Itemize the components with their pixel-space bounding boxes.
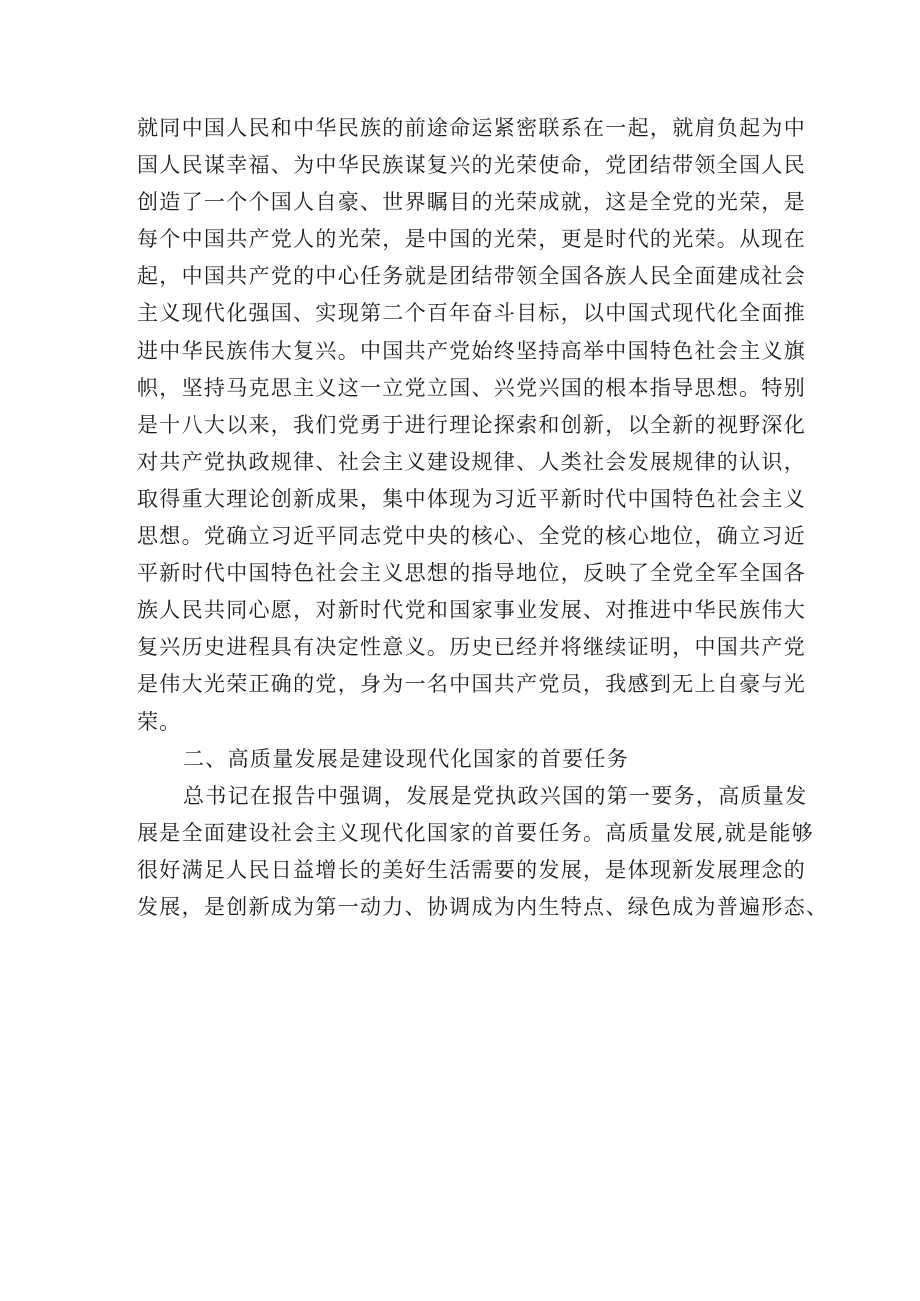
text-line: 创造了一个个国人自豪、世界瞩目的光荣成就，这是全党的光荣，是 xyxy=(137,190,806,215)
text-line: 就同中国人民和中华民族的前途命运紧密联系在一起，就肩负起为中 xyxy=(137,116,806,140)
text-line: 总书记在报告中强调，发展是党执政兴国的第一要务，高质量发 xyxy=(183,783,808,808)
paragraph-2 xyxy=(137,778,829,926)
text-line: 族人民共同心愿，对新时代党和国家事业发展、对推进中华民族伟大 xyxy=(137,598,806,623)
section-heading: 二、高质量发展是建设现代化国家的首要任务 xyxy=(183,746,629,771)
text-line: 复兴历史进程具有决定性意义。历史已经并将继续证明，中国共产党 xyxy=(137,635,806,660)
text-line: 荣。 xyxy=(137,709,182,734)
text-line: 取得重大理论创新成果，集中体现为习近平新时代中国特色社会主义 xyxy=(137,486,806,511)
text-line: 是十八大以来，我们党勇于进行理论探索和创新，以全新的视野深化 xyxy=(137,412,806,437)
text-line: 展是全面建设社会主义现代化国家的首要任务。高质量发展,就是能够 xyxy=(137,820,814,845)
text-line: 很好满足人民日益增长的美好生活需要的发展，是体现新发展理念的 xyxy=(137,857,806,882)
text-line: 发展，是创新成为第一动力、协调成为内生特点、绿色成为普遍形态、 xyxy=(137,894,829,919)
text-line: 是伟大光荣正确的党，身为一名中国共产党员，我感到无上自豪与光 xyxy=(137,672,806,697)
text-line: 思想。党确立习近平同志党中央的核心、全党的核心地位，确立习近 xyxy=(137,524,806,549)
document-body xyxy=(137,110,829,926)
text-line: 帜，坚持马克思主义这一立党立国、兴党兴国的根本指导思想。特别 xyxy=(137,375,806,400)
paragraph-1 xyxy=(137,110,806,741)
text-line: 进中华民族伟大复兴。中国共产党始终坚持高举中国特色社会主义旗 xyxy=(137,338,806,363)
text-line: 对共产党执政规律、社会主义建设规律、人类社会发展规律的认识， xyxy=(137,449,806,474)
text-line: 每个中国共产党人的光荣，是中国的光荣，更是时代的光荣。从现在 xyxy=(137,227,806,252)
text-line: 主义现代化强国、实现第二个百年奋斗目标，以中国式现代化全面推 xyxy=(137,301,806,326)
text-line: 起，中国共产党的中心任务就是团结带领全国各族人民全面建成社会 xyxy=(137,264,806,289)
text-line: 平新时代中国特色社会主义思想的指导地位，反映了全党全军全国各 xyxy=(137,561,806,586)
text-line: 国人民谋幸福、为中华民族谋复兴的光荣使命，党团结带领全国人民 xyxy=(137,153,806,178)
